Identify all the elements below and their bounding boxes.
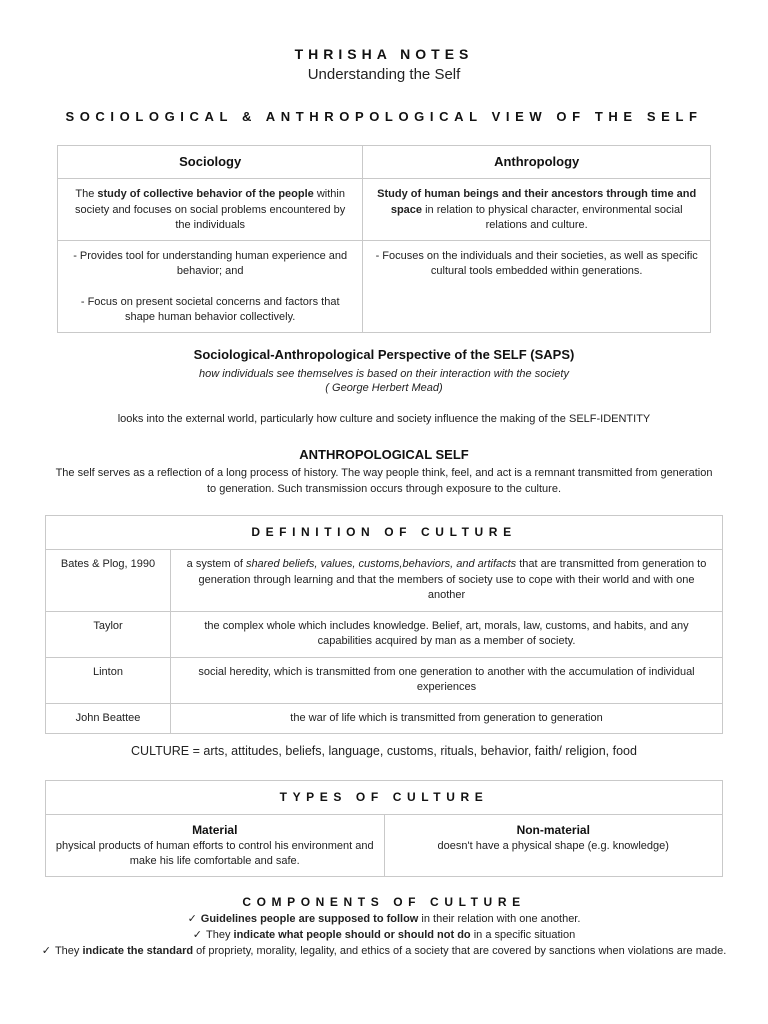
document-brand: THRISHA NOTES [294,46,474,62]
sociology-points-cell [58,240,363,332]
component-post: in their relation with one another. [418,913,581,925]
table-row [46,815,723,877]
component-bold: indicate the standard [82,945,194,957]
sociology-point-2: - Focus on present societal concerns and factors that shape human behavior collectively. [80,295,340,323]
component-bold: Guidelines people are supposed to follow [200,913,419,925]
sociology-point-1: - Provides tool for understanding human experience and behavior; and [73,249,348,277]
culture-equation: CULTURE = arts, attitudes, beliefs, language, customs, rituals, behavior, faith/ religion, food [131,744,637,758]
sociology-header: Sociology [58,146,363,179]
definition-text [171,550,723,612]
nonmaterial-title: Non-material [516,823,590,837]
saps-external-text: looks into the external world, particularly how culture and society influence the making of the SELF-IDENTITY [117,413,651,425]
table-row [58,240,711,332]
anthropology-def-bold: Study of human beings and their ancestors through time and space [377,188,697,216]
component-pre: They [206,929,234,941]
table-row [46,550,723,612]
material-cell [46,815,385,877]
anthropology-header: Anthropology [363,146,711,179]
definition-table-header: DEFINITION OF CULTURE [46,516,723,550]
table-header-row [46,781,723,815]
nonmaterial-cell [384,815,723,877]
anthropology-points-cell [363,240,711,332]
checkmark-icon: ✓ [41,945,51,957]
section-title: SOCIOLOGICAL & ANTHROPOLOGICAL VIEW OF THE SELF [65,109,703,124]
component-post: of propriety, morality, legality, and ethics of a society that are covered by sanctions when violations are made. [193,945,727,957]
definition-author: Bates & Plog, 1990 [46,550,171,612]
definition-author: Linton [46,657,171,703]
definition-pre: a system of [186,558,246,570]
saps-author: ( George Herbert Mead) [325,382,443,394]
table-row [58,179,711,241]
material-text: physical products of human efforts to control his environment and make his life comfortable and safe. [55,839,374,867]
definition-text: the complex whole which includes knowledge. Belief, art, morals, law, customs, and habits, and any capabilities acquired by man as a member of society. [171,611,723,657]
material-title: Material [192,823,238,837]
sociology-definition-cell [58,179,363,241]
list-item [40,943,728,959]
definition-author: John Beattee [46,703,171,734]
table-row [46,611,723,657]
anthropology-def-post: in relation to physical character, environmental social relations and culture. [422,203,683,231]
list-item [40,927,728,943]
anthropological-self-title: ANTHROPOLOGICAL SELF [299,447,469,462]
anthropology-point-1: - Focuses on the individuals and their societies, as well as specific cultural tools embedded within generations. [375,249,698,277]
definition-text: the war of life which is transmitted from generation to generation [171,703,723,734]
list-item [40,911,728,927]
component-post: in a specific situation [470,929,576,941]
types-of-culture-table [45,780,723,877]
checkmark-icon: ✓ [192,929,203,941]
components-list [40,911,728,959]
saps-title: Sociological-Anthropological Perspective of the SELF (SAPS) [193,347,575,362]
definition-post: that are transmitted from generation to generation through learning and that the members of society use to cope with their world and with one another [198,558,707,601]
table-header-row [46,516,723,550]
types-table-header: TYPES OF CULTURE [46,781,723,815]
saps-quote: how individuals see themselves is based on their interaction with the society [199,368,569,380]
nonmaterial-text: doesn't have a physical shape (e.g. knowledge) [437,839,669,852]
definition-text: social heredity, which is transmitted from one generation to another with the accumulation of individual experiences [171,657,723,703]
sociology-def-post: within society and focuses on social problems encountered by the individuals [75,188,346,231]
definition-italic: shared beliefs, values, customs,behaviors, and artifacts [245,558,517,570]
checkmark-icon: ✓ [187,913,197,925]
components-title: COMPONENTS OF CULTURE [242,895,526,909]
table-row [46,703,723,734]
component-bold: indicate what people should or should not do [233,929,471,941]
sociology-anthropology-table [57,145,711,333]
anthropology-definition-cell [363,179,711,241]
sociology-def-bold: study of collective behavior of the people [97,188,314,200]
table-header-row [58,146,711,179]
component-pre: They [54,945,83,957]
document-subtitle: Understanding the Self [307,66,461,83]
sociology-def-pre: The [75,188,98,200]
definition-author: Taylor [46,611,171,657]
table-row [46,657,723,703]
definition-of-culture-table [45,515,723,734]
anthropological-self-text: The self serves as a reflection of a long process of history. The way people think, feel, and act is a remnant transmitted from generation to generation. Such transmission occurs through exposure to the culture. [55,467,713,495]
